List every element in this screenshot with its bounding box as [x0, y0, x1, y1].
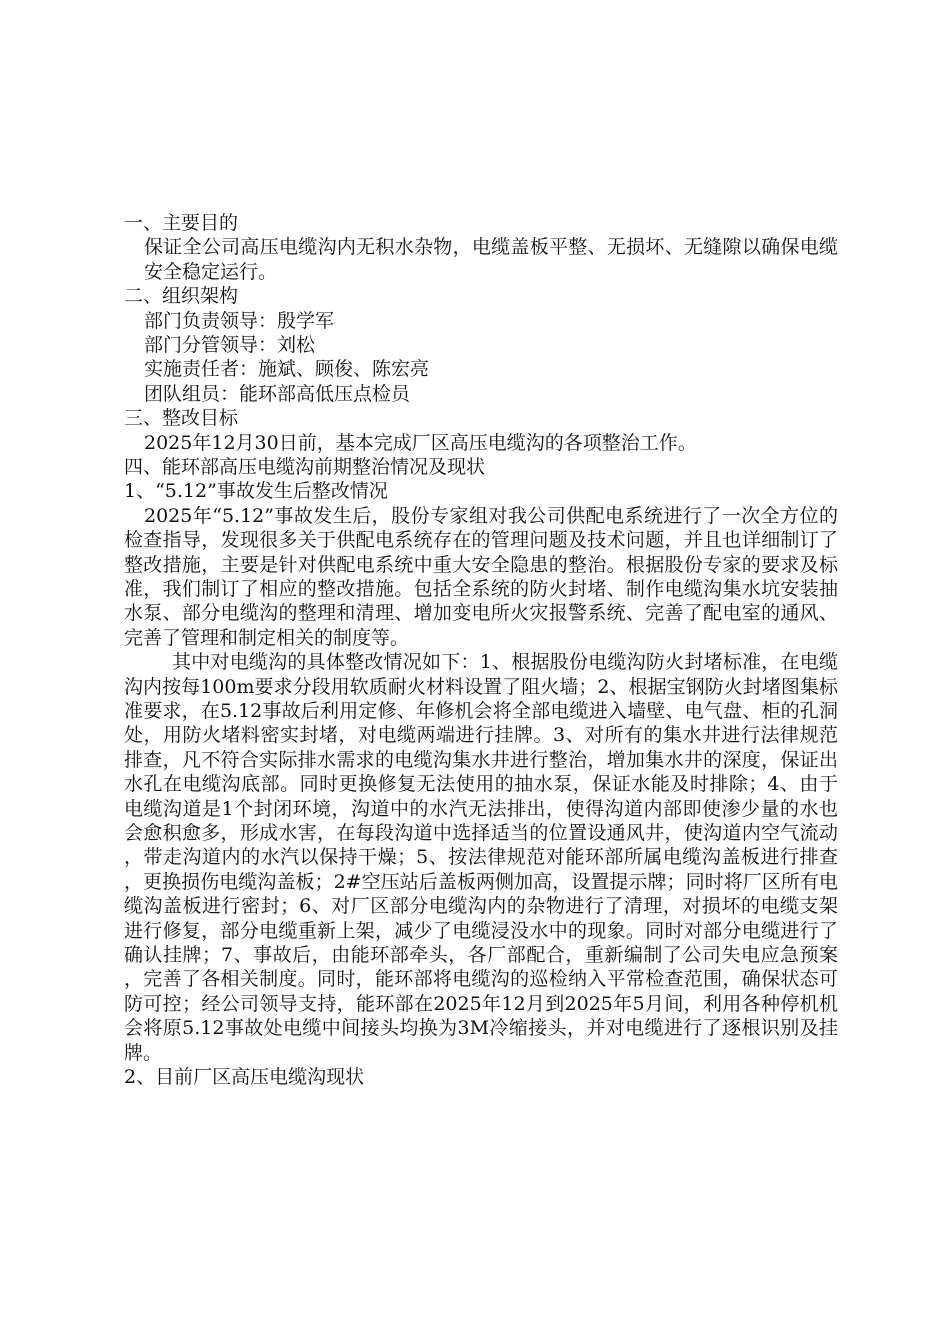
target-paragraph: 2025年12月30日前，基本完成厂区高压电缆沟的各项整治工作。 [144, 431, 697, 454]
rectification-paragraph-1: 2025年“5.12”事故发生后，股份专家组对我公司供配电系统进行了一次全方位的检查指导，发现很多关于供配电系统存在的管理问题及技术问题，并且也详细制订了整改措施，主要是针对供配电系统中重大安全隐患的整治。根据股份专家的要求及标准，我们制订了相应的整改措施。包括全系统的防火封堵、制作电缆沟集水坑安装抽水泵、部分电缆沟的整理和清理、增加变电所火灾报警系统、完善了配电室的通风、完善了管理和制定相关的制度等。 [124, 504, 838, 649]
purpose-paragraph: 保证全公司高压电缆沟内无积水杂物，电缆盖板平整、无损坏、无缝隙以确保电缆安全稳定运行。 [144, 236, 838, 283]
subsection-heading-rectification: 1、“5.12”事故发生后整改情况 [124, 480, 388, 503]
document-body [124, 211, 838, 1089]
subsection-heading-current-status: 2、目前厂区高压电缆沟现状 [124, 1066, 365, 1089]
org-item-dept-supervisor: 部门分管领导：刘松 [144, 333, 316, 356]
org-item-team-members: 团队组员：能环部高低压点检员 [144, 382, 411, 405]
org-item-implementers: 实施责任者：施斌、顾俊、陈宏亮 [144, 358, 430, 381]
section-heading-status: 四、能环部高压电缆沟前期整治情况及现状 [124, 455, 486, 478]
org-item-dept-leader: 部门负责领导：殷学军 [144, 309, 335, 332]
rectification-paragraph-2: 其中对电缆沟的具体整改情况如下：1、根据股份电缆沟防火封堵标准，在电缆沟内按每100m要求分段用软质耐火材料设置了阻火墙；2、根据宝钢防火封堵图集标准要求，在5.12事故后利用定修、年修机会将全部电缆进入墙壁、电气盘、柜的孔洞处，用防火堵料密实封堵，对电缆两端进行挂牌。3、对所有的集水井进行法律规范排查，凡不符合实际排水需求的电缆沟集水井进行整治，增加集水井的深度，保证出水孔在电缆沟底部。同时更换修复无法使用的抽水泵，保证水能及时排除；4、由于电缆沟道是1个封闭环境，沟道中的水汽无法排出，使得沟道内部即使渗少量的水也会愈积愈多，形成水害，在每段沟道中选择适当的位置设通风井，使沟道内空气流动，带走沟道内的水汽以保持干燥；5、按法律规范对能环部所属电缆沟盖板进行排查，更换损伤电缆沟盖板；2#空压站后盖板两侧加高，设置提示牌；同时将厂区所有电缆沟盖板进行密封；6、对厂区部分电缆沟内的杂物进行了清理，对损坏的电缆支架进行修复，部分电缆重新上架，减少了电缆浸没水中的现象。同时对部分电缆进行了确认挂牌；7、事故后，由能环部牵头，各厂部配合，重新编制了公司失电应急预案，完善了各相关制度。同时，能环部将电缆沟的巡检纳入平常检查范围，确保状态可防可控；经公司领导支持，能环部在2025年12月到2025年5月间，利用各种停机机会将原5.12事故处电缆中间接头均换为3M冷缩接头，并对电缆进行了逐根识别及挂牌。 [124, 651, 838, 1064]
section-heading-purpose: 一、主要目的 [124, 212, 239, 234]
section-heading-target: 三、整改目标 [124, 407, 239, 430]
section-heading-organization: 二、组织架构 [124, 285, 239, 308]
